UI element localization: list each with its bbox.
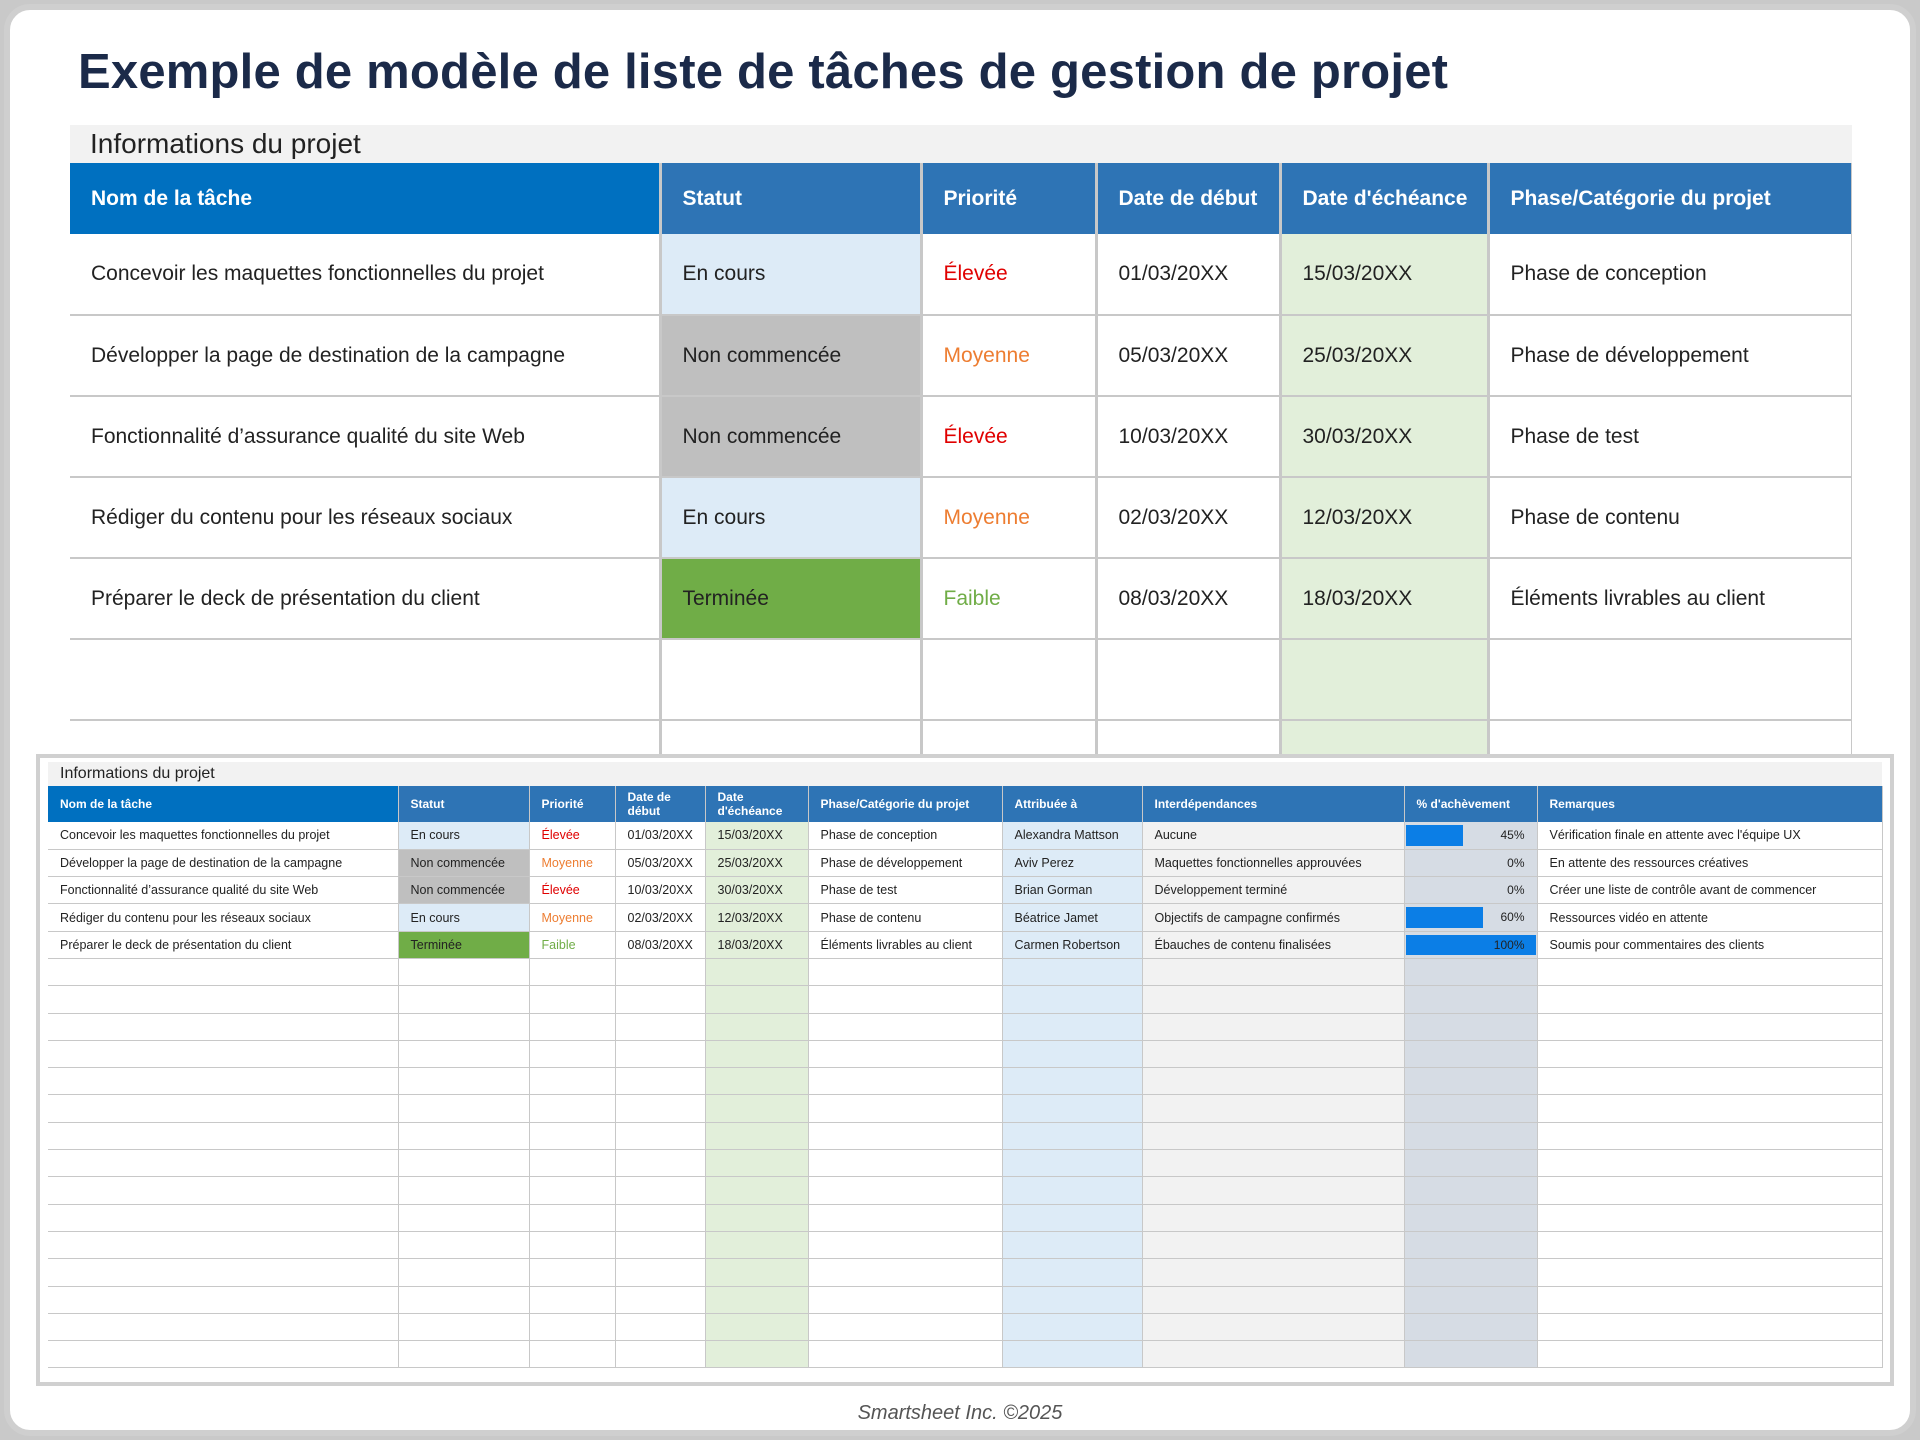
priority-cell[interactable] [529, 1204, 615, 1231]
dependencies-cell[interactable] [1142, 1177, 1404, 1204]
status-cell[interactable]: Non commencée [398, 849, 529, 876]
small-header-assigned[interactable]: Attribuée à [1002, 786, 1142, 822]
completion-cell[interactable] [1404, 1204, 1537, 1231]
due-date-cell[interactable] [705, 1040, 808, 1067]
due-date-cell[interactable] [705, 1231, 808, 1258]
footer-copyright: Smartsheet Inc. ©2025 [857, 1402, 1063, 1424]
notes-cell[interactable] [1537, 1259, 1882, 1286]
dependencies-cell[interactable] [1142, 1259, 1404, 1286]
task-name-cell[interactable] [48, 1122, 398, 1149]
table-row [48, 904, 1882, 931]
small-header-start-date[interactable]: Date de début [615, 786, 705, 822]
task-name-cell[interactable] [48, 1040, 398, 1067]
priority-cell[interactable]: Faible [921, 558, 1096, 639]
priority-cell[interactable]: Moyenne [529, 849, 615, 876]
table-row [70, 558, 1852, 639]
small-header-status[interactable]: Statut [398, 786, 529, 822]
notes-cell[interactable] [1537, 1122, 1882, 1149]
priority-cell[interactable] [529, 1286, 615, 1313]
completion-percent-label: 45% [1500, 828, 1525, 842]
phase-cell[interactable]: Éléments livrables au client [1488, 558, 1852, 639]
notes-cell[interactable] [1537, 1040, 1882, 1067]
table-row [70, 315, 1852, 396]
table-row [70, 234, 1852, 315]
status-cell[interactable] [398, 1231, 529, 1258]
status-cell[interactable]: En cours [398, 822, 529, 849]
small-header-completion[interactable]: % d'achèvement [1404, 786, 1537, 822]
start-date-cell[interactable]: 10/03/20XX [615, 877, 705, 904]
due-date-cell[interactable] [705, 958, 808, 985]
status-cell[interactable] [398, 1150, 529, 1177]
empty-table-row [48, 1341, 1882, 1368]
empty-table-row [48, 1122, 1882, 1149]
task-name-cell[interactable]: Rédiger du contenu pour les réseaux sociaux [48, 904, 398, 931]
completion-cell[interactable] [1404, 849, 1537, 876]
table-row [70, 477, 1852, 558]
notes-cell[interactable] [1537, 1013, 1882, 1040]
phase-cell[interactable] [808, 1259, 1002, 1286]
task-name-cell[interactable] [48, 1231, 398, 1258]
empty-table-row [48, 1286, 1882, 1313]
due-date-cell[interactable] [705, 1177, 808, 1204]
due-date-cell[interactable]: 12/03/20XX [1280, 477, 1488, 558]
small-header-row [48, 786, 1882, 822]
empty-table-row [48, 1231, 1882, 1258]
dependencies-cell[interactable] [1142, 1068, 1404, 1095]
phase-cell[interactable] [808, 1150, 1002, 1177]
completion-cell[interactable] [1404, 1231, 1537, 1258]
notes-cell[interactable] [1537, 1095, 1882, 1122]
task-name-cell[interactable] [48, 1341, 398, 1368]
assigned-cell[interactable] [1002, 1040, 1142, 1067]
priority-cell[interactable]: Élevée [529, 822, 615, 849]
due-date-cell[interactable]: 25/03/20XX [1280, 315, 1488, 396]
due-date-cell[interactable] [705, 986, 808, 1013]
start-date-cell[interactable] [615, 1341, 705, 1368]
table-row [70, 396, 1852, 477]
priority-cell[interactable] [529, 1068, 615, 1095]
notes-cell[interactable] [1537, 1204, 1882, 1231]
dependencies-cell[interactable] [1142, 1013, 1404, 1040]
notes-cell[interactable] [1537, 1286, 1882, 1313]
phase-cell[interactable]: Phase de test [1488, 396, 1852, 477]
status-cell[interactable] [398, 1259, 529, 1286]
start-date-cell[interactable] [615, 1013, 705, 1040]
task-name-cell[interactable] [48, 1259, 398, 1286]
priority-cell[interactable] [529, 1231, 615, 1258]
completion-cell[interactable] [1404, 1013, 1537, 1040]
dependencies-cell[interactable] [1142, 1150, 1404, 1177]
due-date-cell[interactable]: 12/03/20XX [705, 904, 808, 931]
status-cell[interactable] [398, 1286, 529, 1313]
priority-cell[interactable]: Faible [529, 931, 615, 958]
priority-cell[interactable] [529, 1259, 615, 1286]
phase-cell[interactable] [808, 1040, 1002, 1067]
big-header-row [70, 163, 1852, 234]
page-frame [4, 4, 1916, 1436]
phase-cell[interactable] [808, 1177, 1002, 1204]
start-date-cell[interactable] [615, 1231, 705, 1258]
empty-table-row [48, 1259, 1882, 1286]
completion-cell[interactable] [1404, 1068, 1537, 1095]
due-date-cell[interactable]: 30/03/20XX [1280, 396, 1488, 477]
dependencies-cell[interactable] [1142, 1040, 1404, 1067]
header-task-name[interactable]: Nom de la tâche [70, 163, 660, 234]
task-name-cell[interactable]: Préparer le deck de présentation du client [70, 558, 660, 639]
small-task-table-section [36, 754, 1894, 1386]
assigned-cell[interactable] [1002, 1068, 1142, 1095]
task-name-cell[interactable] [48, 1177, 398, 1204]
assigned-cell[interactable] [1002, 1177, 1142, 1204]
start-date-cell[interactable]: 02/03/20XX [1096, 477, 1280, 558]
empty-table-row [48, 1313, 1882, 1340]
due-date-cell[interactable]: 30/03/20XX [705, 877, 808, 904]
due-date-cell[interactable] [705, 1068, 808, 1095]
header-status[interactable]: Statut [660, 163, 921, 234]
notes-cell[interactable] [1537, 1313, 1882, 1340]
empty-table-row [48, 986, 1882, 1013]
small-task-table [48, 786, 1883, 1368]
task-name-cell[interactable] [70, 639, 660, 720]
start-date-cell[interactable] [615, 1313, 705, 1340]
start-date-cell[interactable] [615, 1095, 705, 1122]
phase-cell[interactable] [808, 1068, 1002, 1095]
assigned-cell[interactable]: Alexandra Mattson [1002, 822, 1142, 849]
phase-cell[interactable] [808, 1122, 1002, 1149]
priority-cell[interactable] [529, 1313, 615, 1340]
empty-table-row [48, 1177, 1882, 1204]
empty-table-row [48, 1040, 1882, 1067]
completion-cell[interactable] [1404, 1341, 1537, 1368]
start-date-cell[interactable] [615, 1177, 705, 1204]
priority-cell[interactable] [529, 1013, 615, 1040]
empty-table-row [48, 1204, 1882, 1231]
assigned-cell[interactable]: Brian Gorman [1002, 877, 1142, 904]
task-name-cell[interactable]: Concevoir les maquettes fonctionnelles du projet [48, 822, 398, 849]
empty-table-row [48, 958, 1882, 985]
due-date-cell[interactable] [705, 1150, 808, 1177]
assigned-cell[interactable] [1002, 1313, 1142, 1340]
dependencies-cell[interactable] [1142, 958, 1404, 985]
header-start-date[interactable]: Date de début [1096, 163, 1280, 234]
completion-progress-bar [1406, 825, 1463, 846]
start-date-cell[interactable]: 08/03/20XX [1096, 558, 1280, 639]
start-date-cell[interactable] [615, 1122, 705, 1149]
phase-cell[interactable] [808, 1286, 1002, 1313]
priority-cell[interactable] [921, 639, 1096, 720]
phase-cell[interactable] [808, 1231, 1002, 1258]
priority-cell[interactable]: Élevée [921, 234, 1096, 315]
task-name-cell[interactable] [48, 1313, 398, 1340]
priority-cell[interactable] [529, 1150, 615, 1177]
phase-cell[interactable]: Phase de contenu [808, 904, 1002, 931]
completion-cell[interactable] [1404, 877, 1537, 904]
task-name-cell[interactable]: Fonctionnalité d’assurance qualité du site Web [48, 877, 398, 904]
assigned-cell[interactable] [1002, 1150, 1142, 1177]
dependencies-cell[interactable]: Maquettes fonctionnelles approuvées [1142, 849, 1404, 876]
phase-cell[interactable] [808, 1013, 1002, 1040]
due-date-cell[interactable] [705, 1259, 808, 1286]
status-cell[interactable]: Terminée [398, 931, 529, 958]
task-name-cell[interactable] [48, 1013, 398, 1040]
completion-cell[interactable] [1404, 931, 1537, 958]
status-cell[interactable] [398, 1040, 529, 1067]
dependencies-cell[interactable]: Aucune [1142, 822, 1404, 849]
due-date-cell[interactable]: 15/03/20XX [705, 822, 808, 849]
project-info-label: Informations du projet [70, 125, 1852, 163]
start-date-cell[interactable]: 05/03/20XX [615, 849, 705, 876]
notes-cell[interactable]: Créer une liste de contrôle avant de commencer [1537, 877, 1882, 904]
phase-cell[interactable]: Phase de test [808, 877, 1002, 904]
phase-cell[interactable]: Phase de développement [808, 849, 1002, 876]
start-date-cell[interactable] [615, 1286, 705, 1313]
small-header-task-name[interactable]: Nom de la tâche [48, 786, 398, 822]
table-row [48, 822, 1882, 849]
small-header-dependencies[interactable]: Interdépendances [1142, 786, 1404, 822]
due-date-cell[interactable]: 25/03/20XX [705, 849, 808, 876]
completion-cell[interactable] [1404, 1259, 1537, 1286]
priority-cell[interactable]: Élevée [529, 877, 615, 904]
notes-cell[interactable]: Ressources vidéo en attente [1537, 904, 1882, 931]
notes-cell[interactable]: Vérification finale en attente avec l'équipe UX [1537, 822, 1882, 849]
dependencies-cell[interactable]: Développement terminé [1142, 877, 1404, 904]
status-cell[interactable]: Non commencée [660, 315, 921, 396]
empty-table-row [48, 1095, 1882, 1122]
completion-percent-label: 60% [1500, 910, 1525, 925]
status-cell[interactable] [398, 1341, 529, 1368]
notes-cell[interactable] [1537, 1231, 1882, 1258]
completion-cell[interactable] [1404, 1286, 1537, 1313]
priority-cell[interactable] [529, 1341, 615, 1368]
notes-cell[interactable] [1537, 1068, 1882, 1095]
start-date-cell[interactable] [615, 1259, 705, 1286]
due-date-cell[interactable] [1280, 639, 1488, 720]
notes-cell[interactable] [1537, 1177, 1882, 1204]
assigned-cell[interactable]: Carmen Robertson [1002, 931, 1142, 958]
phase-cell[interactable]: Phase de conception [1488, 234, 1852, 315]
due-date-cell[interactable]: 18/03/20XX [705, 931, 808, 958]
due-date-cell[interactable] [705, 1013, 808, 1040]
due-date-cell[interactable] [705, 1286, 808, 1313]
task-name-cell[interactable]: Concevoir les maquettes fonctionnelles du projet [70, 234, 660, 315]
start-date-cell[interactable]: 05/03/20XX [1096, 315, 1280, 396]
completion-cell[interactable] [1404, 1040, 1537, 1067]
notes-cell[interactable]: Soumis pour commentaires des clients [1537, 931, 1882, 958]
completion-progress-bar [1406, 907, 1483, 927]
completion-cell[interactable] [1404, 1122, 1537, 1149]
assigned-cell[interactable] [1002, 1259, 1142, 1286]
assigned-cell[interactable]: Aviv Perez [1002, 849, 1142, 876]
small-header-notes[interactable]: Remarques [1537, 786, 1882, 822]
status-cell[interactable] [398, 1068, 529, 1095]
status-cell[interactable] [398, 1122, 529, 1149]
status-cell[interactable] [660, 639, 921, 720]
task-name-cell[interactable]: Préparer le deck de présentation du client [48, 931, 398, 958]
completion-cell[interactable] [1404, 1313, 1537, 1340]
task-name-cell[interactable] [48, 1286, 398, 1313]
phase-cell[interactable] [1488, 639, 1852, 720]
task-name-cell[interactable] [48, 1204, 398, 1231]
completion-cell[interactable] [1404, 958, 1537, 985]
phase-cell[interactable] [808, 958, 1002, 985]
priority-cell[interactable]: Moyenne [921, 477, 1096, 558]
assigned-cell[interactable] [1002, 1095, 1142, 1122]
phase-cell[interactable] [808, 1095, 1002, 1122]
start-date-cell[interactable] [615, 958, 705, 985]
status-cell[interactable] [398, 958, 529, 985]
due-date-cell[interactable] [705, 1313, 808, 1340]
dependencies-cell[interactable] [1142, 1231, 1404, 1258]
phase-cell[interactable]: Phase de conception [808, 822, 1002, 849]
assigned-cell[interactable] [1002, 1231, 1142, 1258]
page-title: Exemple de modèle de liste de tâches de gestion de projet [78, 45, 1449, 99]
table-row [48, 877, 1882, 904]
start-date-cell[interactable] [615, 1204, 705, 1231]
start-date-cell[interactable]: 02/03/20XX [615, 904, 705, 931]
status-cell[interactable] [398, 1177, 529, 1204]
assigned-cell[interactable] [1002, 1341, 1142, 1368]
dependencies-cell[interactable] [1142, 1286, 1404, 1313]
start-date-cell[interactable]: 10/03/20XX [1096, 396, 1280, 477]
task-name-cell[interactable]: Développer la page de destination de la campagne [48, 849, 398, 876]
status-cell[interactable]: Non commencée [660, 396, 921, 477]
header-priority[interactable]: Priorité [921, 163, 1096, 234]
start-date-cell[interactable]: 08/03/20XX [615, 931, 705, 958]
assigned-cell[interactable] [1002, 1013, 1142, 1040]
completion-cell[interactable] [1404, 822, 1537, 849]
start-date-cell[interactable] [615, 1040, 705, 1067]
task-name-cell[interactable] [48, 986, 398, 1013]
due-date-cell[interactable] [705, 1341, 808, 1368]
status-cell[interactable]: En cours [660, 477, 921, 558]
notes-cell[interactable] [1537, 958, 1882, 985]
small-header-phase[interactable]: Phase/Catégorie du projet [808, 786, 1002, 822]
notes-cell[interactable]: En attente des ressources créatives [1537, 849, 1882, 876]
assigned-cell[interactable] [1002, 1122, 1142, 1149]
due-date-cell[interactable] [705, 1095, 808, 1122]
task-name-cell[interactable] [48, 1095, 398, 1122]
task-name-cell[interactable] [48, 1150, 398, 1177]
status-cell[interactable] [398, 1313, 529, 1340]
task-name-cell[interactable]: Rédiger du contenu pour les réseaux sociaux [70, 477, 660, 558]
due-date-cell[interactable]: 18/03/20XX [1280, 558, 1488, 639]
assigned-cell[interactable] [1002, 1286, 1142, 1313]
assigned-cell[interactable] [1002, 986, 1142, 1013]
header-phase[interactable]: Phase/Catégorie du projet [1488, 163, 1852, 234]
task-name-cell[interactable]: Fonctionnalité d’assurance qualité du site Web [70, 396, 660, 477]
empty-table-row [48, 1068, 1882, 1095]
notes-cell[interactable] [1537, 1341, 1882, 1368]
status-cell[interactable]: En cours [660, 234, 921, 315]
table-row [48, 931, 1882, 958]
priority-cell[interactable] [529, 1177, 615, 1204]
status-cell[interactable] [398, 1013, 529, 1040]
completion-cell[interactable] [1404, 904, 1537, 931]
priority-cell[interactable]: Moyenne [529, 904, 615, 931]
status-cell[interactable]: Terminée [660, 558, 921, 639]
dependencies-cell[interactable] [1142, 1204, 1404, 1231]
empty-table-row [48, 1150, 1882, 1177]
small-header-priority[interactable]: Priorité [529, 786, 615, 822]
empty-table-row [70, 639, 1852, 720]
phase-cell[interactable]: Éléments livrables au client [808, 931, 1002, 958]
big-task-table [70, 163, 1852, 765]
priority-cell[interactable] [529, 1040, 615, 1067]
priority-cell[interactable] [529, 1095, 615, 1122]
start-date-cell[interactable]: 01/03/20XX [615, 822, 705, 849]
phase-cell[interactable] [808, 986, 1002, 1013]
header-due-date[interactable]: Date d'échéance [1280, 163, 1488, 234]
dependencies-cell[interactable] [1142, 1122, 1404, 1149]
completion-percent-label: 0% [1507, 883, 1525, 898]
table-row [48, 849, 1882, 876]
dependencies-cell[interactable] [1142, 1341, 1404, 1368]
assigned-cell[interactable]: Béatrice Jamet [1002, 904, 1142, 931]
completion-percent-label: 0% [1507, 855, 1525, 870]
due-date-cell[interactable] [705, 1204, 808, 1231]
completion-cell[interactable] [1404, 1150, 1537, 1177]
assigned-cell[interactable] [1002, 1204, 1142, 1231]
status-cell[interactable] [398, 1204, 529, 1231]
phase-cell[interactable]: Phase de contenu [1488, 477, 1852, 558]
phase-cell[interactable]: Phase de développement [1488, 315, 1852, 396]
completion-cell[interactable] [1404, 1177, 1537, 1204]
priority-cell[interactable] [529, 958, 615, 985]
start-date-cell[interactable] [615, 1068, 705, 1095]
notes-cell[interactable] [1537, 1150, 1882, 1177]
priority-cell[interactable] [529, 986, 615, 1013]
dependencies-cell[interactable] [1142, 1313, 1404, 1340]
phase-cell[interactable] [808, 1313, 1002, 1340]
task-name-cell[interactable] [48, 958, 398, 985]
notes-cell[interactable] [1537, 986, 1882, 1013]
dependencies-cell[interactable] [1142, 986, 1404, 1013]
due-date-cell[interactable]: 15/03/20XX [1280, 234, 1488, 315]
start-date-cell[interactable]: 01/03/20XX [1096, 234, 1280, 315]
completion-cell[interactable] [1404, 1095, 1537, 1122]
dependencies-cell[interactable] [1142, 1095, 1404, 1122]
status-cell[interactable]: En cours [398, 904, 529, 931]
dependencies-cell[interactable]: Objectifs de campagne confirmés [1142, 904, 1404, 931]
status-cell[interactable] [398, 1095, 529, 1122]
due-date-cell[interactable] [705, 1122, 808, 1149]
priority-cell[interactable]: Élevée [921, 396, 1096, 477]
task-name-cell[interactable] [48, 1068, 398, 1095]
small-project-info-label: Informations du projet [48, 762, 1882, 786]
phase-cell[interactable] [808, 1341, 1002, 1368]
empty-table-row [48, 1013, 1882, 1040]
phase-cell[interactable] [808, 1204, 1002, 1231]
completion-cell[interactable] [1404, 986, 1537, 1013]
start-date-cell[interactable] [615, 1150, 705, 1177]
big-task-table-section [70, 125, 1852, 765]
start-date-cell[interactable] [615, 986, 705, 1013]
status-cell[interactable]: Non commencée [398, 877, 529, 904]
small-header-due-date[interactable]: Date d'échéance [705, 786, 808, 822]
task-name-cell[interactable]: Développer la page de destination de la campagne [70, 315, 660, 396]
priority-cell[interactable]: Moyenne [921, 315, 1096, 396]
dependencies-cell[interactable]: Ébauches de contenu finalisées [1142, 931, 1404, 958]
priority-cell[interactable] [529, 1122, 615, 1149]
status-cell[interactable] [398, 986, 529, 1013]
completion-percent-label: 100% [1493, 937, 1525, 952]
assigned-cell[interactable] [1002, 958, 1142, 985]
start-date-cell[interactable] [1096, 639, 1280, 720]
